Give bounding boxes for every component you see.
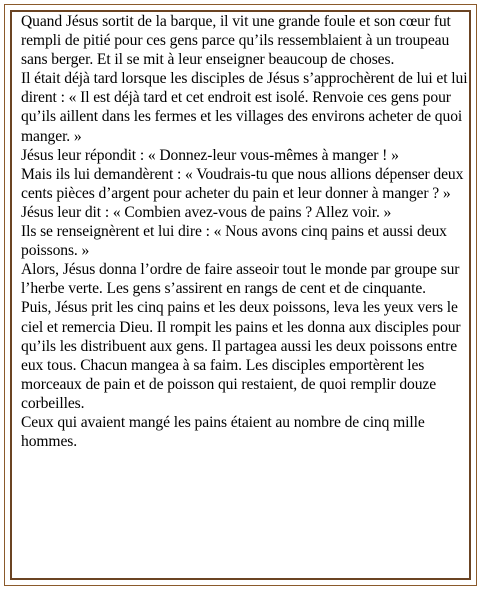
- story-text: [21, 12, 473, 451]
- paragraph: Mais ils lui demandèrent : « Voudrais-tu que nous allions dépenser deux cents pièces d’argent pour acheter du pain et leur donner à manger ? »: [21, 165, 464, 202]
- paragraph: Quand Jésus sortit de la barque, il vit une grande foule et son cœur fut rempli de pitié pour ces gens parce qu’ils ressemblaient à un troupeau sans berger. Et il se mit à leur enseigner beaucoup de choses.: [21, 13, 451, 69]
- paragraph: Ils se renseignèrent et lui dire : « Nous avons cinq pains et aussi deux poissons. »: [21, 223, 447, 260]
- paragraph: Puis, Jésus prit les cinq pains et les deux poissons, leva les yeux vers le ciel et remercia Dieu. Il rompit les pains et les donna aux disciples pour qu’ils les distribuent aux gens. Il partagea aussi les deux poissons entre eux tous. Chacun mangea à sa faim. Les disciples emportèrent les morceaux de pain et de poisson qui restaient, de quoi remplir douze corbeilles.: [21, 299, 461, 412]
- paragraph: Ceux qui avaient mangé les pains étaient au nombre de cinq mille hommes.: [21, 413, 425, 451]
- paragraph: Il était déjà tard lorsque les disciples de Jésus s’approchèrent de lui et lui dirent : « Il est déjà tard et cet endroit est isolé. Renvoie ces gens pour qu’ils aillent dans les fermes et les villages des environs acheter de quoi manger. »: [21, 70, 468, 145]
- paragraph: Jésus leur répondit : « Donnez-leur vous-mêmes à manger ! »: [21, 146, 399, 164]
- paragraph: Alors, Jésus donna l’ordre de faire asseoir tout le monde par groupe sur l’herbe verte. Les gens s’assirent en rangs de cent et de cinquante.: [21, 261, 460, 298]
- paragraph: Jésus leur dit : « Combien avez-vous de pains ? Allez voir. »: [21, 203, 392, 221]
